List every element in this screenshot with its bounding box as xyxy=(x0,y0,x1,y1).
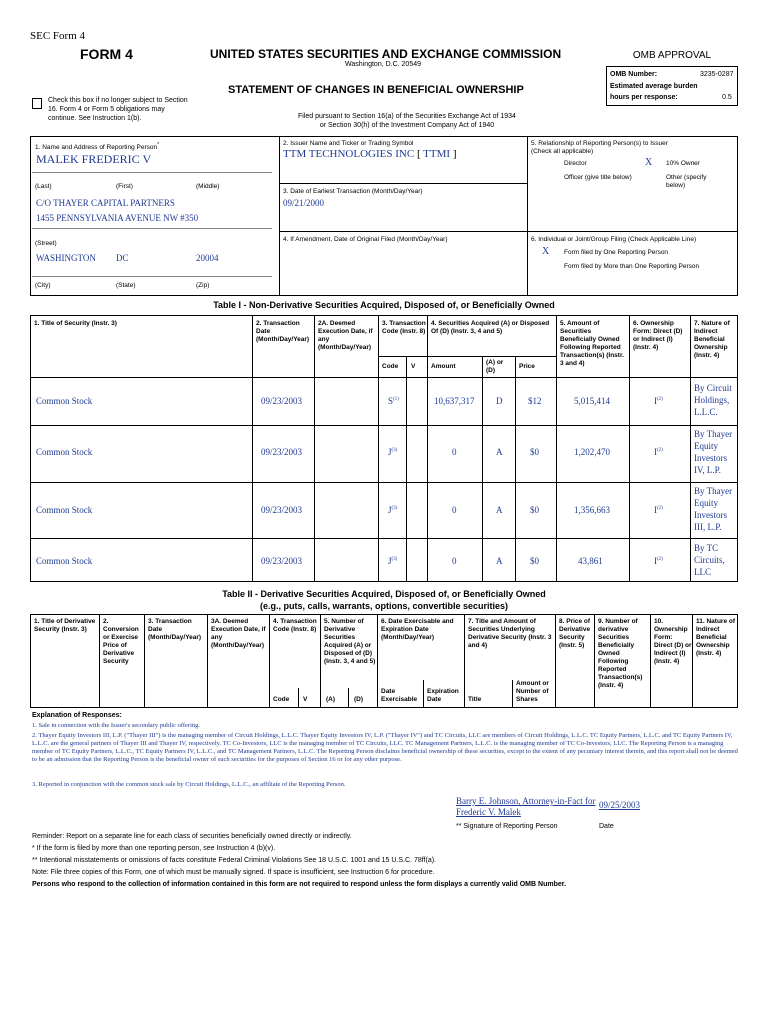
row-price: $0 xyxy=(530,447,539,457)
row-form: $I^{(2)}$ xyxy=(654,556,663,566)
omb-number-label: OMB Number: xyxy=(610,71,658,78)
row-code: $J^{(3)}$ xyxy=(388,447,398,457)
t2-v: V xyxy=(303,696,308,703)
filing-one: Form filed by One Reporting Person xyxy=(564,249,669,256)
row-amount: 10,637,317 xyxy=(434,396,475,406)
t2-h9: 9. Number of derivative Securities Beneficially Owned Following Reported Transaction(s) (Instr. 4) xyxy=(598,618,643,689)
zip-label: (Zip) xyxy=(196,282,210,289)
t1-v: V xyxy=(411,363,416,370)
state-label: (State) xyxy=(116,282,136,289)
t2-h3: 3. Transaction Date (Month/Day/Year) xyxy=(148,618,202,641)
ten-pct-label: 10% Owner xyxy=(666,160,700,167)
t1-h1: 1. Title of Security (Instr. 3) xyxy=(34,320,117,327)
t1-code: Code xyxy=(382,363,399,370)
t2-h11: 11. Nature of Indirect Beneficial Ownership (Instr. 4) xyxy=(696,618,736,657)
row-date: 09/23/2003 xyxy=(261,556,303,566)
row-title: Common Stock xyxy=(36,556,93,566)
issuer-line: TTM TECHNOLOGIES INC [ TTMI ] xyxy=(283,148,457,160)
row-owned: 5,015,414 xyxy=(574,396,610,406)
row-title: Common Stock xyxy=(36,396,93,406)
footnote-2: 2. Thayer Equity Investors III, L.P. ("Thayer III") is the managing member of Circuit Holdings, L.L.C. Thayer Equity Investors IV, L.P. ("Thayer IV") and TC Circuits, LLC are members of Circuit Holdings, L.L.C. TC Equity Partners, L.L.C. and TC Equity Partners IV, L.L.C. are the general partners of Thayer III and Thayer IV, respectively. TC Co-Investors, LLC is the managing member of TC Circuits, LLC. TC Management Partners, L.L.C. is the managing member of TC Co-Investors, LLC. The Reporting Person is a managing member of TC Equity Partners, L.L.C., TC Equity Partners IV, L.L.C., and TC Management Partners, L.L.C. The Reporting Person disclaims beneficial ownership of these securities, except to the extent of any pecuniary interest therein, and this report shall not be deemed to be an admission that the Reporting Person is the beneficial owner of such securities for the purposes of Section 16 or for any other purpose. xyxy=(32,732,738,763)
ticker: TTMI xyxy=(423,148,451,160)
row-ad: D xyxy=(496,396,503,406)
t2-d: (D) xyxy=(354,696,364,703)
officer-label: Officer (give title below) xyxy=(564,174,632,181)
note-3: Note: File three copies of this Form, one of which must be manually signed. If space is insufficient, see Instruction 6 for procedure. xyxy=(32,869,435,876)
row-ad: A xyxy=(496,505,503,515)
note-2: ** Intentional misstatements or omissions of facts constitute Federal Criminal Violations See 18 U.S.C. 1001 and 15 U.S.C. 78ff(a). xyxy=(32,857,436,864)
row-form: $I^{(2)}$ xyxy=(654,505,663,515)
checkbox-text: Check this box if no longer subject to Section 16. Form 4 or Form 5 obligations may continue. See Instruction 1(b). xyxy=(48,97,188,122)
reminder: Reminder: Report on a separate line for each class of securities beneficially owned directly or indirectly. xyxy=(32,833,352,840)
row-price: $0 xyxy=(530,556,539,566)
t2-code: Code xyxy=(273,696,290,703)
signature: Barry E. Johnson, Attorney-in-Fact for Frederic V. Malek xyxy=(456,796,596,817)
sec-form-label: SEC Form 4 xyxy=(30,30,86,42)
t1-h2: 2. Transaction Date (Month/Day/Year) xyxy=(256,320,310,343)
box4-label: 4. If Amendment, Date of Original Filed (Month/Day/Year) xyxy=(283,236,448,243)
city-label: (City) xyxy=(35,282,51,289)
row-amount: 0 xyxy=(452,556,457,566)
t2-title: Title xyxy=(468,696,482,703)
date-label: Date xyxy=(599,823,614,830)
state-value: DC xyxy=(116,253,129,263)
zip-value: 20004 xyxy=(196,253,219,263)
signature-label: ** Signature of Reporting Person xyxy=(456,823,558,830)
last-label: (Last) xyxy=(35,183,52,190)
t1-price: Price xyxy=(519,363,535,370)
note-1: * If the form is filed by more than one reporting person, see Instruction 4 (b)(v). xyxy=(32,845,276,852)
burden-label: Estimated average burden xyxy=(610,83,698,90)
row-nature: By Thayer Equity Investors III, L.P. xyxy=(694,486,733,532)
t2-date-ex: Date Exercisable xyxy=(381,688,418,703)
director-label: Director xyxy=(564,160,587,167)
t2-h8: 8. Price of Derivative Security (Instr. 5) xyxy=(559,618,591,649)
t2-h3a: 3A. Deemed Execution Date, if any (Month/Day/Year) xyxy=(211,618,266,649)
filed-pursuant: Filed pursuant to Section 16(a) of the Securities Exchange Act of 1934 or Section 30(h) of the Investment Company Act of 1940 xyxy=(298,113,516,129)
t2-h7: 7. Title and Amount of Securities Underlying Derivative Security (Instr. 3 and 4) xyxy=(468,618,552,649)
row-date: 09/23/2003 xyxy=(261,396,303,406)
row-date: 09/23/2003 xyxy=(261,505,303,515)
row-price: $12 xyxy=(528,396,542,406)
reporter-name: MALEK FREDERIC V xyxy=(36,152,152,166)
row-ad: A xyxy=(496,447,503,457)
t2-a: (A) xyxy=(326,696,336,703)
row-amount: 0 xyxy=(452,447,457,457)
explanation-title: Explanation of Responses: xyxy=(32,712,122,719)
issuer-name: TTM TECHNOLOGIES INC xyxy=(283,148,415,160)
t2-h2: 2. Conversion or Exercise Price of Derivative Security xyxy=(103,618,139,665)
row-nature: By TC Circuits, LLC xyxy=(694,543,725,577)
hours-label: hours per response: xyxy=(610,94,678,101)
signature-date: 09/25/2003 xyxy=(599,800,641,810)
row-price: $0 xyxy=(530,505,539,515)
row-owned: 1,356,663 xyxy=(574,505,610,515)
box6-label: 6. Individual or Joint/Group Filing (Check Applicable Line) xyxy=(531,236,697,243)
row-date: 09/23/2003 xyxy=(261,447,303,457)
street-label: (Street) xyxy=(35,240,57,247)
city-value: WASHINGTON xyxy=(36,253,96,263)
form-title: FORM 4 xyxy=(80,46,133,62)
t2-h4: 4. Transaction Code (Instr. 8) xyxy=(273,618,317,633)
row-owned: 43,861 xyxy=(578,556,603,566)
row-code: $J^{(3)}$ xyxy=(388,556,398,566)
box2-label: 2. Issuer Name and Ticker or Trading Symbol xyxy=(283,140,414,147)
table1-title: Table I - Non-Derivative Securities Acquired, Disposed of, or Beneficially Owned xyxy=(213,300,555,310)
note-4: Persons who respond to the collection of information contained in this form are not required to respond unless the form displays a currently valid OMB Number. xyxy=(32,881,567,888)
row-nature: By Thayer Equity Investors IV, L.P. xyxy=(694,429,733,475)
first-label: (First) xyxy=(116,183,133,190)
director-mark: X xyxy=(645,157,653,168)
row-ad: A xyxy=(496,556,503,566)
footnote-3: 3. Reported in conjunction with the common stock sale by Circuit Holdings, L.L.C., an affiliate of the Reporting Person. xyxy=(32,781,346,788)
t1-h6: 6. Ownership Form: Direct (D) or Indirect (I) (Instr. 4) xyxy=(633,320,683,351)
commission-title: UNITED STATES SECURITIES AND EXCHANGE COMMISSION xyxy=(210,47,562,61)
earliest-date: 09/21/2000 xyxy=(283,198,325,208)
t2-h10: 10. Ownership Form: Direct (D) or Indirect (I) (Instr. 4) xyxy=(654,618,692,665)
row-code: $S^{(1)}$ xyxy=(388,396,399,406)
row-code: $J^{(3)}$ xyxy=(388,505,398,515)
address-line-2: 1455 PENNSYLVANIA AVENUE NW #350 xyxy=(36,213,199,223)
t2-amount: Amount or Number of Shares xyxy=(516,680,549,703)
t1-h7: 7. Nature of Indirect Beneficial Ownership (Instr. 4) xyxy=(694,320,730,359)
statement-title: STATEMENT OF CHANGES IN BENEFICIAL OWNERSHIP xyxy=(228,84,524,96)
t2-h6: 6. Date Exercisable and Expiration Date (Month/Day/Year) xyxy=(381,618,454,641)
t1-aord: (A) or (D) xyxy=(486,359,504,374)
t1-amount: Amount xyxy=(431,363,456,370)
row-amount: 0 xyxy=(452,505,457,515)
row-title: Common Stock xyxy=(36,447,93,457)
box5-label: 5. Relationship of Reporting Person(s) to Issuer (Check all applicable) xyxy=(531,140,668,155)
omb-number: 3235-0287 xyxy=(700,71,734,78)
filing-mark: X xyxy=(542,246,550,257)
row-title: Common Stock xyxy=(36,505,93,515)
omb-approval-title: OMB APPROVAL xyxy=(632,50,712,61)
other-label: Other (specify below) xyxy=(666,174,707,189)
t1-h4: 4. Securities Acquired (A) or Disposed Of (D) (Instr. 3, 4 and 5) xyxy=(431,320,550,335)
t1-h5: 5. Amount of Securities Beneficially Owned Following Reported Transaction(s) (Instr. 3 and 4) xyxy=(560,320,624,367)
t2-exp: Expiration Date xyxy=(427,688,459,703)
footnote-1: 1. Sale in connection with the Issuer's secondary public offering. xyxy=(32,722,201,729)
row-form: $I^{(2)}$ xyxy=(654,447,663,457)
table2-title: Table II - Derivative Securities Acquired, Disposed of, or Beneficially Owned (e.g., puts, calls, warrants, options, convertible securities) xyxy=(222,589,546,611)
box1-label: 1. Name and Address of Reporting Person* xyxy=(35,142,160,152)
address-line-1: C/O THAYER CAPITAL PARTNERS xyxy=(36,198,175,208)
t2-h1: 1. Title of Derivative Security (Instr. 3) xyxy=(34,618,96,633)
t1-h2a: 2A. Deemed Execution Date, if any (Month/Day/Year) xyxy=(318,320,373,351)
filing-more: Form filed by More than One Reporting Person xyxy=(564,263,700,270)
hours-value: 0.5 xyxy=(722,94,732,101)
t1-h3: 3. Transaction Code (Instr. 8) xyxy=(382,320,426,335)
commission-city: Washington, D.C. 20549 xyxy=(345,61,422,68)
row-form: $I^{(2)}$ xyxy=(654,396,663,406)
middle-label: (Middle) xyxy=(196,183,220,190)
no-longer-subject-checkbox[interactable] xyxy=(32,98,42,109)
row-owned: 1,202,470 xyxy=(574,447,610,457)
t2-h5: 5. Number of Derivative Securities Acquired (A) or Disposed of (D) (Instr. 3, 4 and 5) xyxy=(324,618,376,665)
box3-label: 3. Date of Earliest Transaction (Month/Day/Year) xyxy=(283,188,423,195)
row-nature: By Circuit Holdings, L.L.C. xyxy=(694,383,732,417)
